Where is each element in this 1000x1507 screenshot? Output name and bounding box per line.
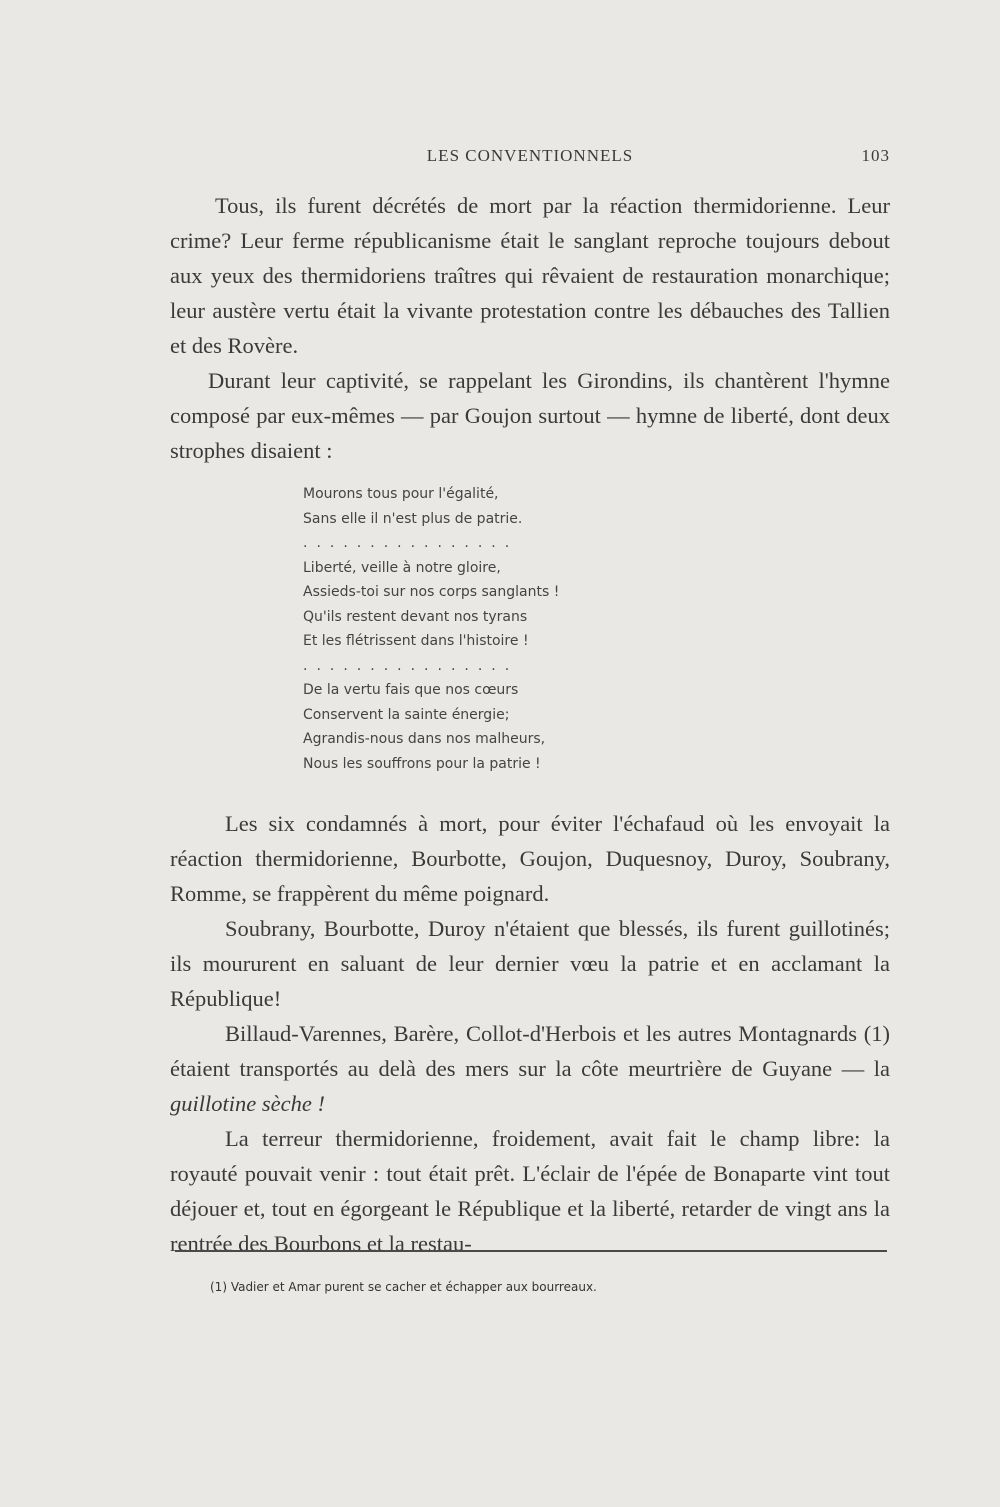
footnote-rule: [175, 1250, 887, 1252]
ellipsis-separator: ................: [303, 535, 519, 551]
poem-line: Nous les souffrons pour la patrie !: [303, 755, 541, 772]
poem-line: Assieds-toi sur nos corps sanglants !: [303, 584, 560, 600]
ellipsis-separator: ................: [303, 657, 519, 674]
page-number: 103: [861, 146, 890, 165]
italic-phrase: guillotine sèche !: [170, 1091, 325, 1116]
poem-line: De la vertu fais que nos cœurs: [303, 682, 519, 698]
paragraph: Tous, ils furent décrétés de mort par la réaction thermidorienne. Leur crime? Leur ferme républicanisme était le sanglant reproche toujours debout aux yeux des thermidoriens traîtres qui rêvaient de restauration monarchique; leur austère vertu était la vivante protestation contre les débauches des Tallien et des Rovère.: [170, 193, 890, 358]
body-text-bottom: [170, 806, 890, 1261]
poem-quote: [303, 482, 633, 776]
poem-line: Conservent la sainte énergie;: [303, 706, 510, 723]
paragraph: [170, 1016, 890, 1121]
paragraph: Les six condamnés à mort, pour éviter l'échafaud où les envoyait la réaction thermidorienne, Bourbotte, Goujon, Duquesnoy, Duroy, Soubrany, Romme, se frappèrent du même poignard.: [170, 811, 890, 906]
poem-line: Liberté, veille à notre gloire,: [303, 559, 501, 576]
poem-line: Qu'ils restent devant nos tyrans: [303, 608, 528, 625]
poem-line: Sans elle il n'est plus de patrie.: [303, 510, 523, 527]
paragraph: Durant leur captivité, se rappelant les Girondins, ils chantèrent l'hymne composé par eux-mêmes — par Goujon surtout — hymne de liberté, dont deux strophes disaient :: [170, 368, 890, 463]
poem-line: Et les flétrissent dans l'histoire !: [303, 633, 529, 649]
running-title: LES CONVENTIONNELS: [426, 146, 634, 165]
poem-line: Mourons tous pour l'égalité,: [303, 486, 499, 502]
page-header: [170, 146, 890, 176]
body-text-top: [170, 188, 890, 468]
poem-line: Agrandis-nous dans nos malheurs,: [303, 731, 546, 747]
paragraph: Soubrany, Bourbotte, Duroy n'étaient que blessés, ils furent guillotinés; ils moururent en saluant de leur dernier vœu la patrie et en acclamant la République!: [170, 916, 890, 1011]
paragraph-text: Billaud-Varennes, Barère, Collot-d'Herbois et les autres Montagnards (1) étaient transportés au delà des mers sur la côte meurtrière de Guyane — la: [170, 1021, 890, 1081]
paragraph: La terreur thermidorienne, froidement, avait fait le champ libre: la royauté pouvait venir : tout était prêt. L'éclair de l'épée de Bonaparte vint tout déjouer et, tout en égorgeant le République et la liberté, retarder de vingt ans la rentrée des Bourbons et la restau-: [170, 1126, 890, 1256]
footnote: (1) Vadier et Amar purent se cacher et échapper aux bourreaux.: [210, 1280, 597, 1294]
